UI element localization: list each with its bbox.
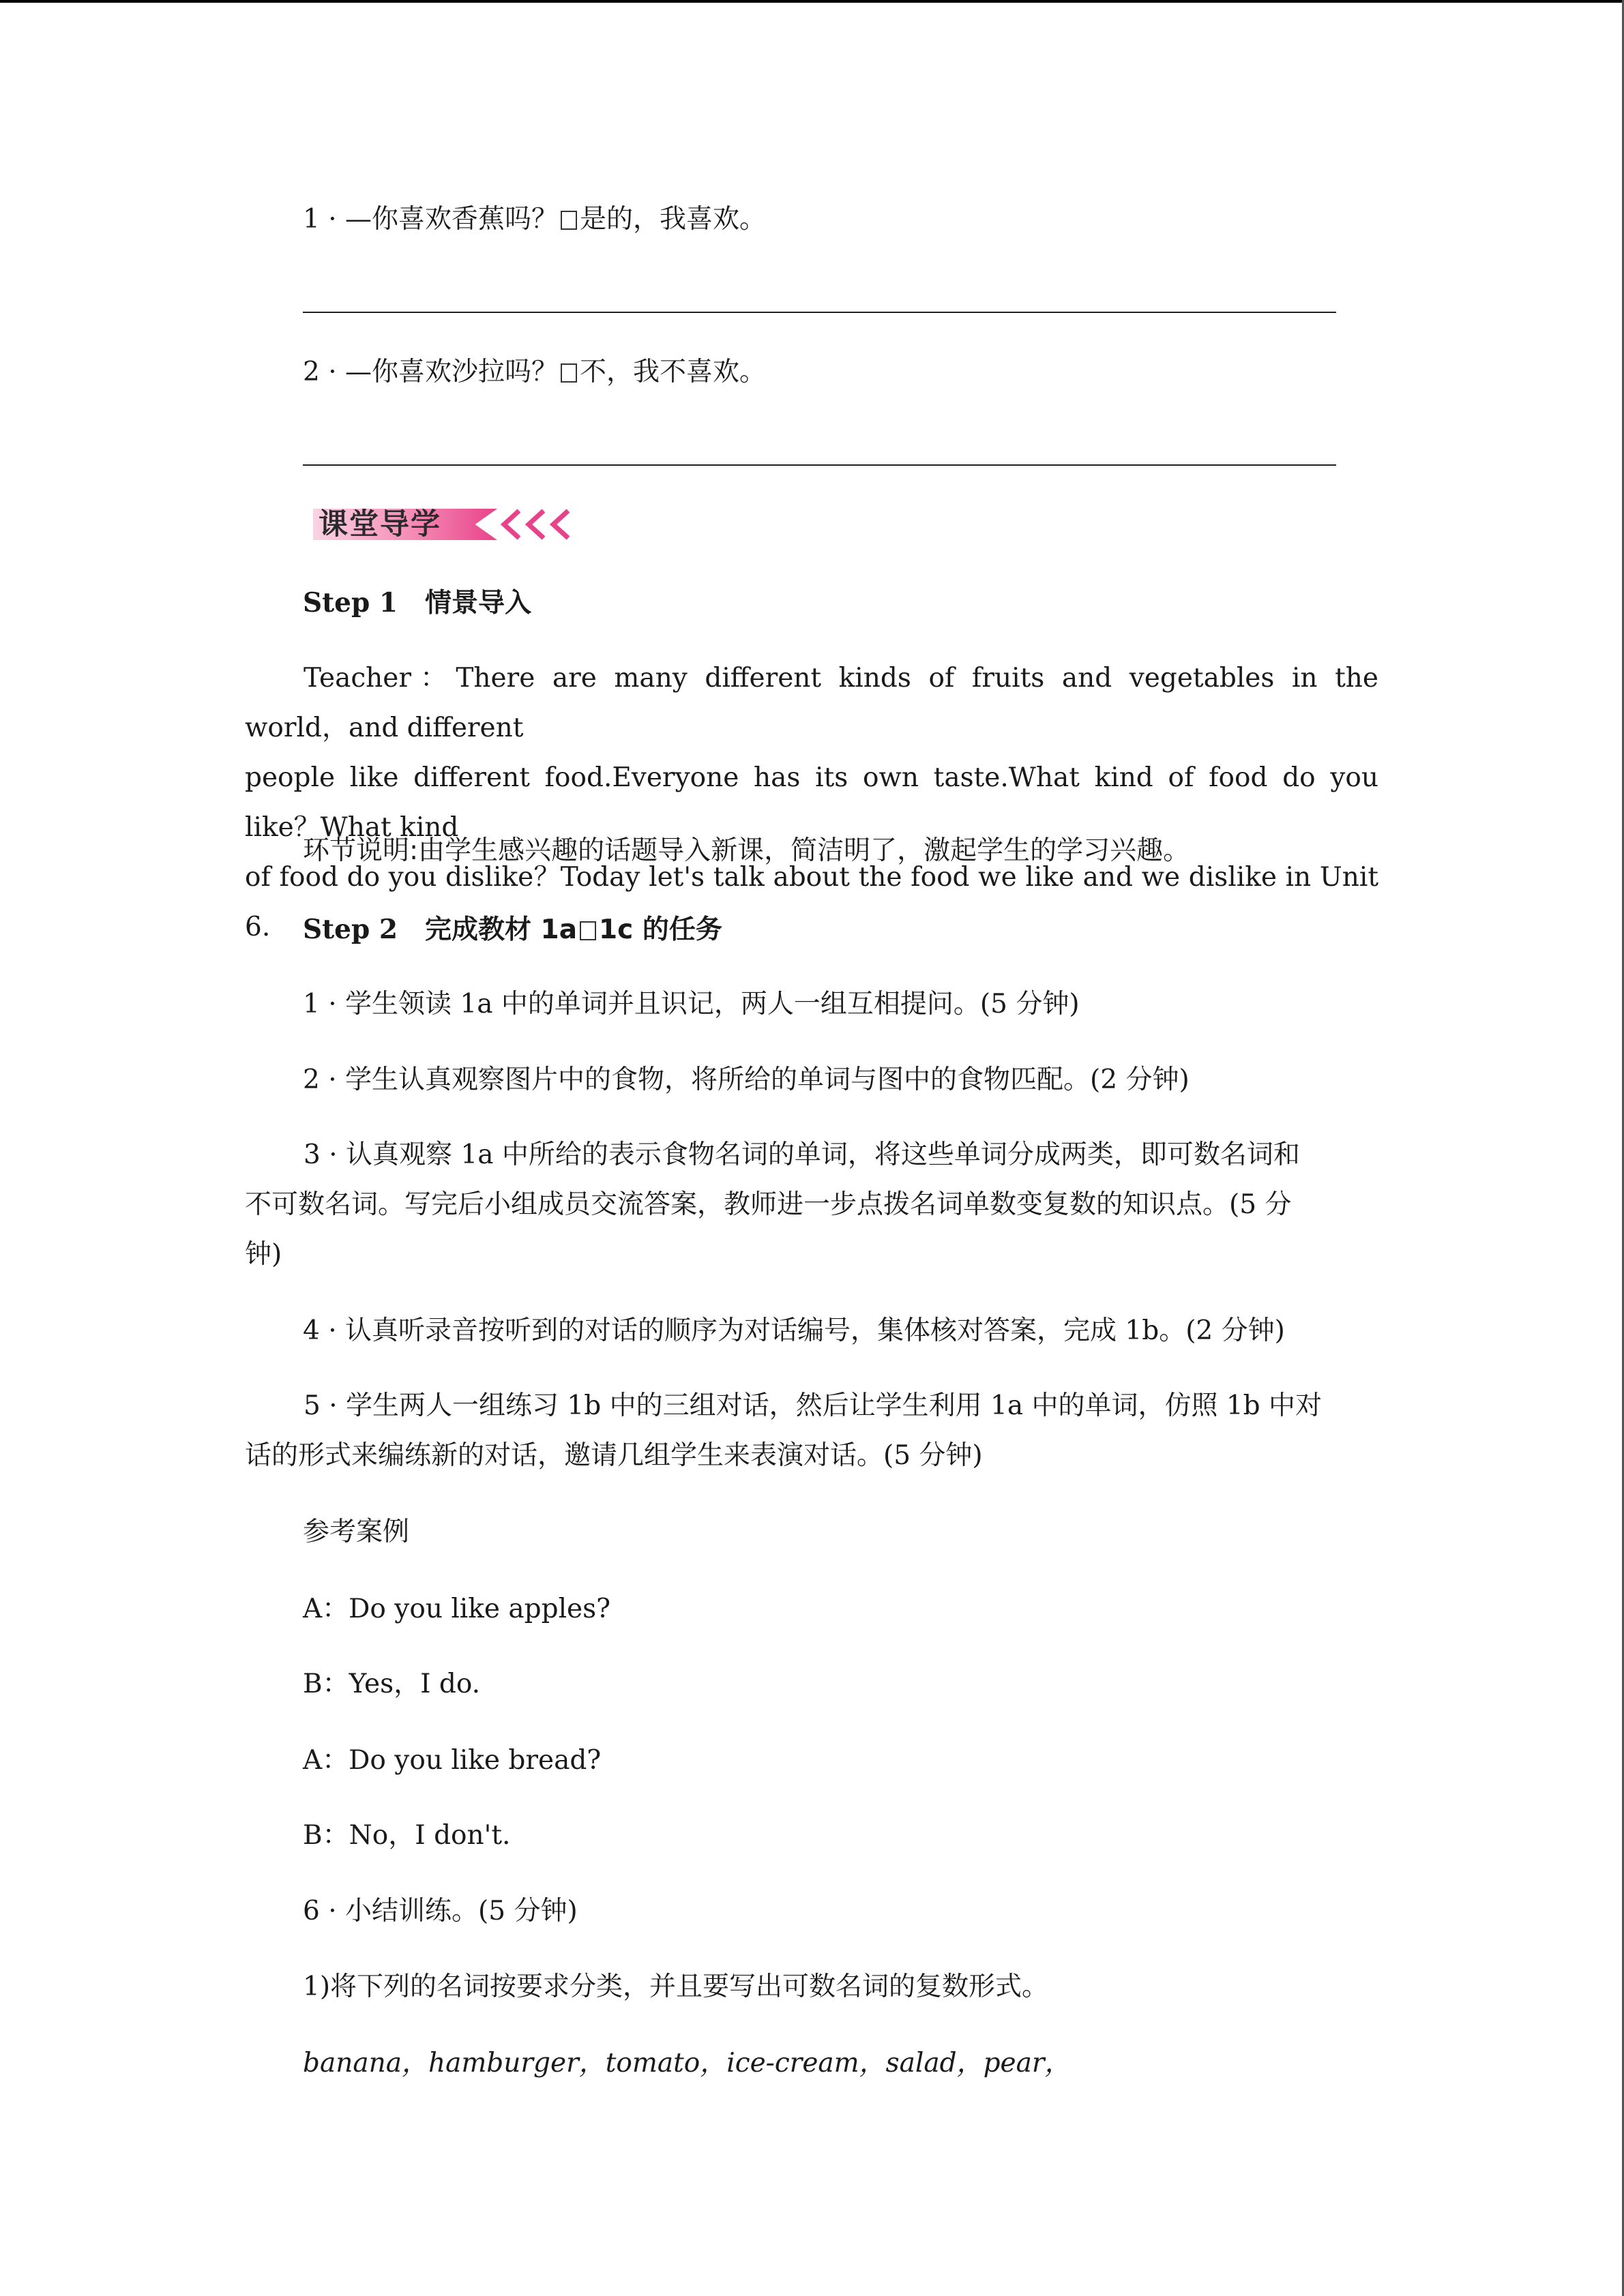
step-label: Step 1 (303, 587, 398, 618)
missing-glyph-box (561, 211, 577, 230)
dialog-line: B：No，I don't. (303, 1820, 511, 1851)
question-text: —你喜欢沙拉吗？ (345, 357, 559, 387)
answer-blank-line-2[interactable] (303, 464, 1336, 466)
question-number: 2 (303, 357, 320, 387)
example-title: 参考案例 (303, 1517, 410, 1547)
prelude-question-2: 2 · —你喜欢沙拉吗？ 不，我不喜欢。 (303, 357, 767, 387)
task-item-5: 5 · 学生两人一组练习 1b 中的三组对话，然后让学生利用 1a 中的单词，仿照 1b 中对 话的形式来编练新的对话，邀请几组学生来表演对话。(5 分钟) (245, 1390, 1323, 1471)
task-item-2: 2 · 学生认真观察图片中的食物，将所给的单词与图中的食物匹配。(2 分钟) (303, 1064, 1190, 1095)
section-banner (306, 503, 593, 546)
dialog-line: B：Yes，I do. (303, 1669, 481, 1699)
prelude-question-1: 1 · —你喜欢香蕉吗？ 是的，我喜欢。 (303, 204, 767, 235)
task-item-1: 1 · 学生领读 1a 中的单词并且识记，两人一组互相提问。(5 分钟) (303, 989, 1080, 1019)
banner-title: 课堂导学 (319, 507, 441, 541)
top-border (0, 0, 1624, 3)
teacher-line-1: Teacher：There are many different kinds of fruits and vegetables in the world，and different (245, 663, 1378, 743)
dialog-line: A：Do you like apples? (303, 1594, 611, 1624)
step-1-heading (303, 587, 531, 619)
question-number: 1 (303, 204, 320, 235)
task-item-3: 3 · 认真观察 1a 中所给的表示食物名词的单词，将这些单词分成两类，即可数名词和 不可数名词。写完后小组成员交流答案，教师进一步点拨名词单数变复数的知识点。(5 分 钟) (245, 1139, 1300, 1270)
teacher-line-2: people like different food.Everyone has its own taste.What kind of food do you like？What kind (245, 762, 1378, 843)
exercise-instruction: 1)将下列的名词按要求分类，并且要写出可数名词的复数形式。 (303, 1971, 1049, 2002)
step-2-heading: Step 2 完成教材 1a 1c 的任务 (303, 914, 722, 945)
chevron-left-icon (499, 507, 526, 541)
dialog-line: A：Do you like bread? (303, 1745, 602, 1776)
step-title: 情景导入 (424, 588, 531, 618)
summary-item-6: 6 · 小结训练。(5 分钟) (303, 1896, 578, 1926)
answer-text: 不，我不喜欢。 (580, 357, 767, 387)
missing-glyph-box (580, 921, 596, 940)
design-note: 环节说明:由学生感兴趣的话题导入新课，简洁明了，激起学生的学习兴趣。 (303, 835, 1190, 866)
step-label: Step 2 (303, 914, 398, 945)
missing-glyph-box (561, 363, 577, 383)
task-item-4: 4 · 认真听录音按听到的对话的顺序为对话编号，集体核对答案，完成 1b。(2 分钟) (303, 1315, 1285, 1346)
chevron-left-icon (548, 507, 575, 541)
teacher-line-3: of food do you dislike？Today let's talk about the food we like and we dislike in Unit 6. (245, 862, 1378, 942)
answer-text: 是的，我喜欢。 (580, 204, 767, 235)
answer-blank-line-1[interactable] (303, 312, 1336, 313)
exercise-word-list: banana，hamburger，tomato，ice-cream，salad，pear， (303, 2048, 1072, 2078)
chevron-left-icon (523, 507, 550, 541)
question-text: —你喜欢香蕉吗？ (345, 204, 559, 235)
teacher-intro-paragraph (245, 653, 1378, 952)
